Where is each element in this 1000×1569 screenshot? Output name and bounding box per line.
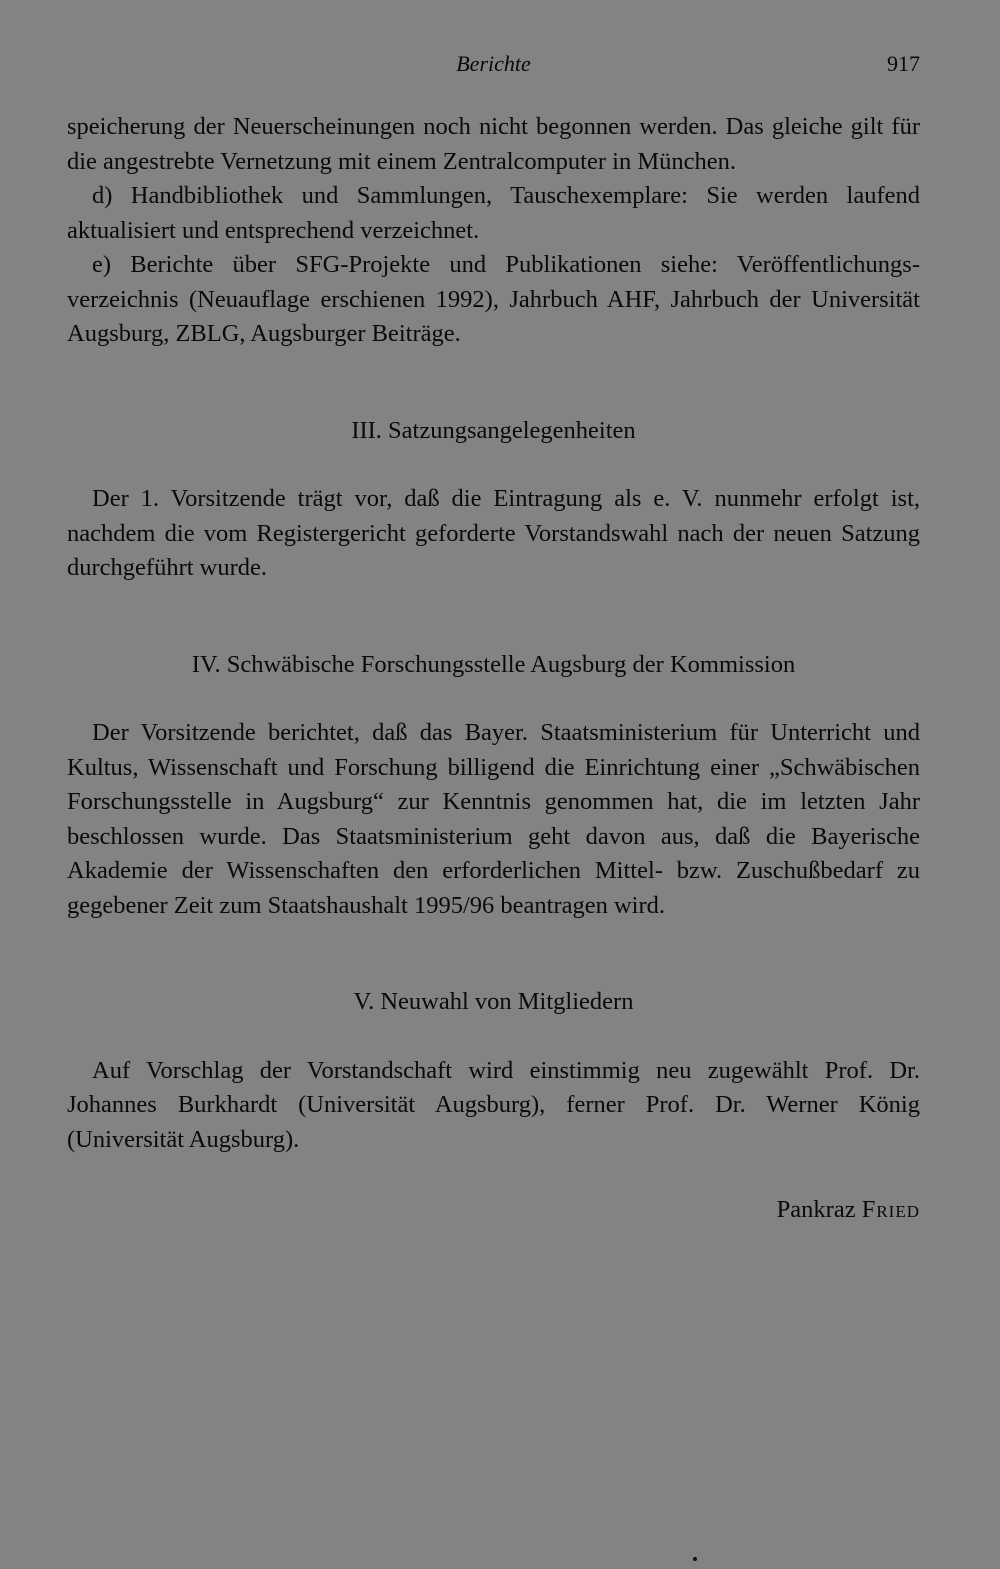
signature-given-name: Pankraz bbox=[776, 1196, 856, 1223]
section-heading-neuwahl: V. Neuwahl von Mitgliedern bbox=[353, 988, 634, 1015]
running-head bbox=[67, 48, 920, 80]
spacer bbox=[67, 448, 920, 482]
section-heading-satzung: III. Satzungsangelegenheiten bbox=[351, 416, 636, 444]
signature bbox=[67, 1157, 920, 1228]
section-heading-forschungsstelle: IV. Schwäbische Forschungsstelle Augsburg der Kommission bbox=[191, 650, 796, 678]
page-number: 917 bbox=[887, 51, 920, 76]
paragraph-satzung: Der 1. Vorsitzende trägt vor, daß die Eintragung als e. V. nunmehr erfolgt ist, nachdem die vom Registergericht geforderte Vorstandswahl nach der neuen Satzung durchgeführt wurde. bbox=[67, 485, 920, 581]
spacer bbox=[67, 1020, 920, 1054]
signature-surname: Fried bbox=[861, 1196, 920, 1223]
spacer bbox=[67, 586, 920, 648]
spacer bbox=[67, 923, 920, 985]
spacer bbox=[67, 682, 920, 716]
paragraph-d: d) Handbibliothek und Sammlungen, Tauschexemplare: Sie werden laufend aktualisiert und entsprechend verzeichnet. bbox=[67, 182, 920, 244]
paragraph-e: e) Berichte über SFG-Projekte und Publikationen siehe: Veröffentlichungsverzeichnis (Neuauflage erschienen 1992), Jahrbuch AHF, Jahrbuch der Universität Augsburg, ZBLG, Augsburger Beiträge. bbox=[67, 251, 920, 347]
paragraph-neuwahl: Auf Vorschlag der Vorstandschaft wird einstimmig neu zugewählt Prof. Dr. Johannes Burkhardt (Universität Augsburg), ferner Prof. Dr. Werner König (Universität Augsburg). bbox=[67, 1056, 920, 1153]
scan-speck bbox=[693, 1557, 697, 1561]
running-title: Berichte bbox=[456, 51, 531, 76]
paragraph-forschungsstelle: Der Vorsitzende berichtet, daß das Bayer. Staatsministerium für Unterricht und Kultus, Wissenschaft und Forschung billigend die Einrichtung einer „Schwäbischen Forschungsstelle in Augsburg“ zur Kenntnis genommen hat, die im letzten Jahr beschlossen wurde. Das Staatsministerium geht davon aus, daß die Bayerische Akademie der Wissenschaften den erforderlichen Mittel- bzw. Zuschußbedarf zu gegebener Zeit zum Staatshaushalt 1995/96 beantragen wird. bbox=[67, 719, 920, 919]
body-text bbox=[67, 110, 920, 1228]
spacer bbox=[67, 352, 920, 414]
paragraph-continuation: speicherung der Neuerscheinungen noch nicht begonnen werden. Das gleiche gilt für die angestrebte Vernetzung mit einem Zentralcomputer in München. bbox=[67, 113, 920, 175]
